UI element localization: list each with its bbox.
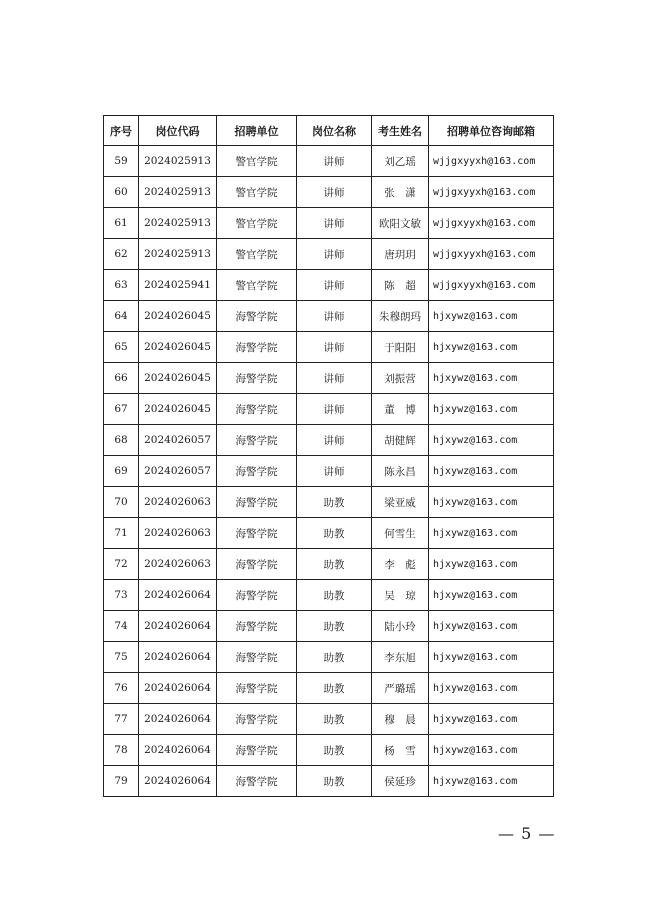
table-row — [104, 425, 554, 456]
contact-email-cell: hjxywz@163.com — [429, 735, 554, 766]
contact-email-cell: hjxywz@163.com — [429, 766, 554, 797]
serial-cell: 60 — [104, 177, 139, 208]
recruiting-unit-cell: 海警学院 — [217, 766, 297, 797]
serial-cell: 63 — [104, 270, 139, 301]
candidate-name-cell: 李东旭 — [372, 642, 429, 673]
header-position-name: 岗位名称 — [297, 116, 372, 146]
position-code-cell: 2024026045 — [139, 363, 217, 394]
candidate-name-cell: 陆小玲 — [372, 611, 429, 642]
serial-cell: 64 — [104, 301, 139, 332]
contact-email-cell: wjjgxyyxh@163.com — [429, 270, 554, 301]
candidate-name-cell: 刘振营 — [372, 363, 429, 394]
position-name-cell: 讲师 — [297, 208, 372, 239]
serial-cell: 61 — [104, 208, 139, 239]
table-row — [104, 518, 554, 549]
table-row — [104, 177, 554, 208]
serial-cell: 77 — [104, 704, 139, 735]
position-name-cell: 助教 — [297, 487, 372, 518]
table-row — [104, 363, 554, 394]
position-code-cell: 2024026045 — [139, 332, 217, 363]
recruiting-unit-cell: 海警学院 — [217, 301, 297, 332]
position-code-cell: 2024026057 — [139, 425, 217, 456]
position-code-cell: 2024026064 — [139, 704, 217, 735]
position-code-cell: 2024026063 — [139, 487, 217, 518]
contact-email-cell: wjjgxyyxh@163.com — [429, 208, 554, 239]
table-row — [104, 146, 554, 177]
table-row — [104, 580, 554, 611]
table-row — [104, 456, 554, 487]
contact-email-cell: hjxywz@163.com — [429, 642, 554, 673]
header-serial: 序号 — [104, 116, 139, 146]
candidate-name-cell: 李 彪 — [372, 549, 429, 580]
candidate-name-cell: 穆 晨 — [372, 704, 429, 735]
position-code-cell: 2024026064 — [139, 766, 217, 797]
contact-email-cell: hjxywz@163.com — [429, 704, 554, 735]
contact-email-cell: hjxywz@163.com — [429, 611, 554, 642]
recruiting-unit-cell: 警官学院 — [217, 146, 297, 177]
candidate-name-cell: 董 博 — [372, 394, 429, 425]
serial-cell: 71 — [104, 518, 139, 549]
table-row — [104, 487, 554, 518]
recruiting-unit-cell: 海警学院 — [217, 394, 297, 425]
table-row — [104, 394, 554, 425]
candidate-name-cell: 杨 雪 — [372, 735, 429, 766]
candidate-name-cell: 何雪生 — [372, 518, 429, 549]
position-name-cell: 讲师 — [297, 270, 372, 301]
header-candidate-name: 考生姓名 — [372, 116, 429, 146]
contact-email-cell: hjxywz@163.com — [429, 332, 554, 363]
contact-email-cell: hjxywz@163.com — [429, 549, 554, 580]
contact-email-cell: hjxywz@163.com — [429, 456, 554, 487]
position-code-cell: 2024026064 — [139, 642, 217, 673]
recruiting-unit-cell: 海警学院 — [217, 704, 297, 735]
recruiting-unit-cell: 海警学院 — [217, 673, 297, 704]
table-body — [104, 146, 554, 797]
serial-cell: 65 — [104, 332, 139, 363]
recruiting-unit-cell: 警官学院 — [217, 270, 297, 301]
contact-email-cell: hjxywz@163.com — [429, 673, 554, 704]
contact-email-cell: hjxywz@163.com — [429, 487, 554, 518]
candidate-name-cell: 吴 琼 — [372, 580, 429, 611]
position-name-cell: 讲师 — [297, 177, 372, 208]
table-row — [104, 642, 554, 673]
candidate-name-cell: 欧阳文敏 — [372, 208, 429, 239]
serial-cell: 73 — [104, 580, 139, 611]
position-name-cell: 助教 — [297, 735, 372, 766]
contact-email-cell: hjxywz@163.com — [429, 518, 554, 549]
position-code-cell: 2024025941 — [139, 270, 217, 301]
candidate-name-cell: 唐玥玥 — [372, 239, 429, 270]
table-row — [104, 611, 554, 642]
position-code-cell: 2024026064 — [139, 673, 217, 704]
position-code-cell: 2024026064 — [139, 611, 217, 642]
header-position-code: 岗位代码 — [139, 116, 217, 146]
position-name-cell: 讲师 — [297, 146, 372, 177]
candidate-name-cell: 于阳阳 — [372, 332, 429, 363]
position-code-cell: 2024026064 — [139, 580, 217, 611]
table-row — [104, 239, 554, 270]
recruiting-unit-cell: 海警学院 — [217, 425, 297, 456]
position-name-cell: 助教 — [297, 518, 372, 549]
recruiting-unit-cell: 海警学院 — [217, 487, 297, 518]
position-name-cell: 助教 — [297, 580, 372, 611]
contact-email-cell: wjjgxyyxh@163.com — [429, 239, 554, 270]
recruiting-unit-cell: 海警学院 — [217, 642, 297, 673]
position-code-cell: 2024026063 — [139, 518, 217, 549]
contact-email-cell: hjxywz@163.com — [429, 301, 554, 332]
position-name-cell: 助教 — [297, 549, 372, 580]
position-code-cell: 2024026064 — [139, 735, 217, 766]
position-name-cell: 助教 — [297, 766, 372, 797]
position-name-cell: 助教 — [297, 611, 372, 642]
position-name-cell: 讲师 — [297, 394, 372, 425]
serial-cell: 72 — [104, 549, 139, 580]
position-code-cell: 2024026057 — [139, 456, 217, 487]
serial-cell: 69 — [104, 456, 139, 487]
serial-cell: 67 — [104, 394, 139, 425]
contact-email-cell: wjjgxyyxh@163.com — [429, 177, 554, 208]
candidate-name-cell: 朱穆朗玛 — [372, 301, 429, 332]
contact-email-cell: hjxywz@163.com — [429, 363, 554, 394]
candidate-name-cell: 张 潇 — [372, 177, 429, 208]
candidate-name-cell: 侯延珍 — [372, 766, 429, 797]
contact-email-cell: hjxywz@163.com — [429, 394, 554, 425]
position-name-cell: 讲师 — [297, 332, 372, 363]
table-row — [104, 766, 554, 797]
recruiting-unit-cell: 海警学院 — [217, 363, 297, 394]
header-contact-email: 招聘单位咨询邮箱 — [429, 116, 554, 146]
position-code-cell: 2024026063 — [139, 549, 217, 580]
recruiting-unit-cell: 海警学院 — [217, 518, 297, 549]
candidate-name-cell: 胡健辉 — [372, 425, 429, 456]
recruiting-unit-cell: 海警学院 — [217, 735, 297, 766]
position-code-cell: 2024025913 — [139, 177, 217, 208]
serial-cell: 70 — [104, 487, 139, 518]
position-name-cell: 助教 — [297, 673, 372, 704]
contact-email-cell: hjxywz@163.com — [429, 425, 554, 456]
serial-cell: 66 — [104, 363, 139, 394]
candidate-table — [103, 115, 554, 797]
table-header-row — [104, 116, 554, 146]
header-recruiting-unit: 招聘单位 — [217, 116, 297, 146]
recruiting-unit-cell: 海警学院 — [217, 456, 297, 487]
position-code-cell: 2024026045 — [139, 301, 217, 332]
serial-cell: 78 — [104, 735, 139, 766]
candidate-name-cell: 刘乙瑶 — [372, 146, 429, 177]
serial-cell: 68 — [104, 425, 139, 456]
recruiting-unit-cell: 警官学院 — [217, 177, 297, 208]
contact-email-cell: hjxywz@163.com — [429, 580, 554, 611]
table-row — [104, 549, 554, 580]
recruiting-unit-cell: 警官学院 — [217, 239, 297, 270]
candidate-name-cell: 陈 超 — [372, 270, 429, 301]
candidate-name-cell: 陈永昌 — [372, 456, 429, 487]
serial-cell: 62 — [104, 239, 139, 270]
table-row — [104, 673, 554, 704]
serial-cell: 75 — [104, 642, 139, 673]
table-row — [104, 208, 554, 239]
position-name-cell: 助教 — [297, 642, 372, 673]
recruiting-unit-cell: 警官学院 — [217, 208, 297, 239]
position-name-cell: 讲师 — [297, 239, 372, 270]
candidate-name-cell: 严璐瑶 — [372, 673, 429, 704]
position-code-cell: 2024025913 — [139, 146, 217, 177]
position-name-cell: 讲师 — [297, 456, 372, 487]
position-name-cell: 讲师 — [297, 301, 372, 332]
position-name-cell: 助教 — [297, 704, 372, 735]
position-code-cell: 2024025913 — [139, 239, 217, 270]
table-row — [104, 332, 554, 363]
recruiting-unit-cell: 海警学院 — [217, 549, 297, 580]
candidate-name-cell: 梁亚威 — [372, 487, 429, 518]
recruiting-unit-cell: 海警学院 — [217, 580, 297, 611]
page-number: — 5 — — [498, 824, 556, 843]
table-row — [104, 704, 554, 735]
position-code-cell: 2024026045 — [139, 394, 217, 425]
contact-email-cell: wjjgxyyxh@163.com — [429, 146, 554, 177]
table-row — [104, 270, 554, 301]
table-row — [104, 301, 554, 332]
serial-cell: 79 — [104, 766, 139, 797]
recruiting-unit-cell: 海警学院 — [217, 611, 297, 642]
serial-cell: 76 — [104, 673, 139, 704]
table-row — [104, 735, 554, 766]
serial-cell: 59 — [104, 146, 139, 177]
position-name-cell: 讲师 — [297, 363, 372, 394]
position-code-cell: 2024025913 — [139, 208, 217, 239]
serial-cell: 74 — [104, 611, 139, 642]
recruiting-unit-cell: 海警学院 — [217, 332, 297, 363]
position-name-cell: 讲师 — [297, 425, 372, 456]
